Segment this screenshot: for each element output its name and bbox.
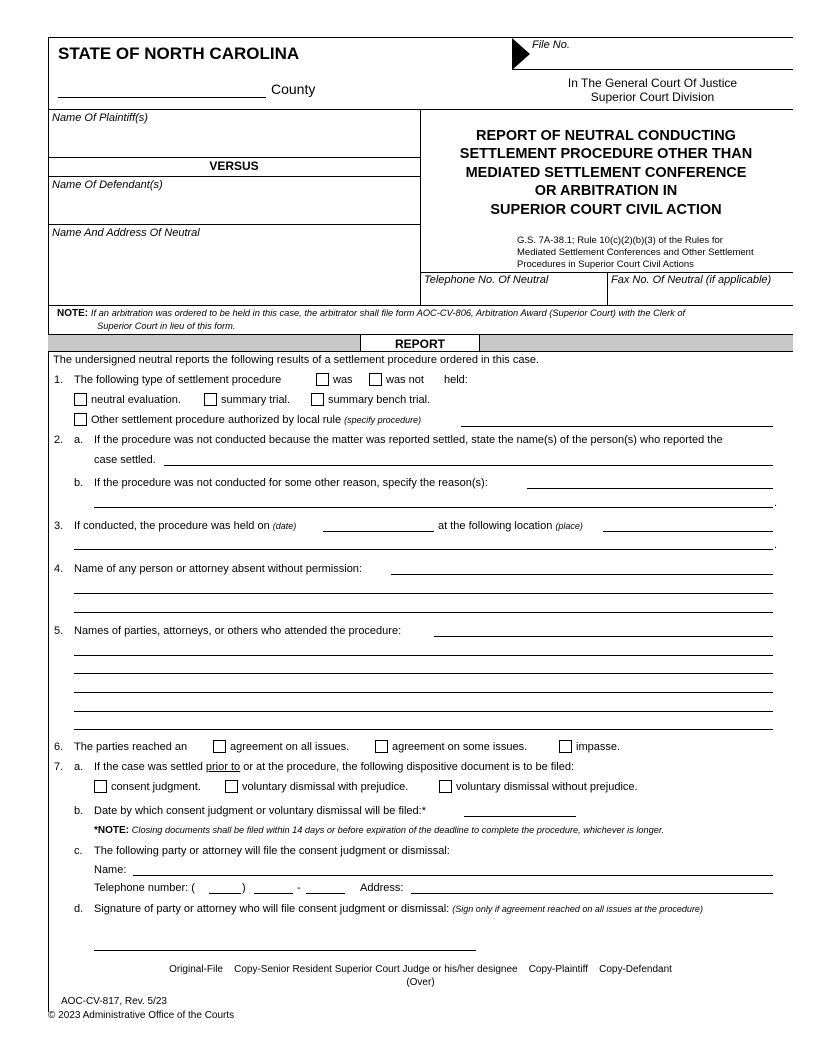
q5-field-3[interactable] xyxy=(74,673,773,674)
q3-date-hint: (date) xyxy=(272,521,297,531)
note-label: NOTE: xyxy=(57,308,89,319)
q5-number: 5. xyxy=(54,625,64,637)
over-label: (Over) xyxy=(406,977,435,988)
q7c-tel-close: ) xyxy=(242,882,246,894)
form-title-line-4: OR ARBITRATION IN xyxy=(534,183,678,199)
note-text-1: If an arbitration was ordered to be held in this case, the arbitrator shall file form AOC-CV-806, Arbitration Award (Superior Court) with the Clerk of xyxy=(90,308,686,318)
form-number: AOC-CV-817, Rev. 5/23 xyxy=(61,996,167,1007)
q2b-field-1[interactable] xyxy=(527,488,773,489)
other-procedure-text: Other settlement procedure authorized by local rule xyxy=(91,414,342,426)
defendant-label: Name Of Defendant(s) xyxy=(52,179,163,191)
form-title-line-3: MEDIATED SETTLEMENT CONFERENCE xyxy=(465,165,747,181)
q7c-text: The following party or attorney will file the consent judgment or dismissal: xyxy=(94,845,450,857)
q1-text: The following type of settlement procedure xyxy=(74,374,282,386)
q7c-address-label: Address: xyxy=(360,882,404,894)
statute-line-2: Mediated Settlement Conferences and Other Settlement xyxy=(517,247,754,258)
left-border xyxy=(48,37,49,1012)
q1-was-not-checkbox[interactable] xyxy=(369,373,382,386)
dismissal-with-prejudice-checkbox[interactable] xyxy=(225,780,238,793)
agreement-some-label: agreement on some issues. xyxy=(392,741,528,753)
q1-was-label: was xyxy=(333,374,353,386)
phone-fax-divider xyxy=(607,272,608,305)
form-title-line-5: SUPERIOR COURT CIVIL ACTION xyxy=(490,202,722,218)
q7d-letter: d. xyxy=(74,903,84,915)
q5-field-5[interactable] xyxy=(74,711,773,712)
note-line-1 xyxy=(57,308,685,319)
q3-period: . xyxy=(774,539,778,551)
other-procedure-hint: (specify procedure) xyxy=(344,415,422,425)
q2a-text-2: case settled. xyxy=(94,454,156,466)
defendant-bottom-line xyxy=(48,224,420,225)
summary-bench-trial-checkbox[interactable] xyxy=(311,393,324,406)
q6-text: The parties reached an xyxy=(74,741,188,753)
q7b-text: Date by which consent judgment or voluntary dismissal will be filed:* xyxy=(94,805,426,817)
court-line-1: In The General Court Of Justice xyxy=(567,76,738,90)
q3-location xyxy=(438,520,583,532)
agreement-some-checkbox[interactable] xyxy=(375,740,388,753)
q7c-name-field[interactable] xyxy=(133,875,773,876)
q3-place-hint: (place) xyxy=(555,521,583,531)
q2b-field-2[interactable] xyxy=(94,507,773,508)
distribution-line: Original-File Copy-Senior Resident Superior Court Judge or his/her designee Copy-Plaintiff Copy-Defendant xyxy=(169,964,672,975)
q7a-text-post: or at the procedure, the following dispositive document is to be filed: xyxy=(240,761,574,773)
q2b-text: If the procedure was not conducted for some other reason, specify the reason(s): xyxy=(94,477,488,489)
q6-number: 6. xyxy=(54,741,64,753)
caption-bottom-line xyxy=(48,305,793,306)
q4-number: 4. xyxy=(54,563,64,575)
q3-place-field-1[interactable] xyxy=(603,531,773,532)
q3-text xyxy=(74,520,296,532)
q2-number: 2. xyxy=(54,434,64,446)
agreement-all-checkbox[interactable] xyxy=(213,740,226,753)
q7a-text-pre: If the case was settled xyxy=(94,761,206,773)
q7a-text-underline: prior to xyxy=(205,761,241,773)
consent-judgment-label: consent judgment. xyxy=(111,781,201,793)
q1-number: 1. xyxy=(54,374,64,386)
report-heading: REPORT xyxy=(394,337,445,351)
q7c-tel-dash: - xyxy=(297,882,301,894)
statute-line-1: G.S. 7A-38.1; Rule 10(c)(2)(b)(3) of the Rules for xyxy=(517,235,723,246)
summary-bench-trial-label: summary bench trial. xyxy=(328,394,431,406)
file-no-line[interactable] xyxy=(512,69,793,70)
versus-bottom-line xyxy=(48,176,420,177)
q3-text-main: If conducted, the procedure was held on xyxy=(74,520,270,532)
q7c-tel-prefix-field[interactable] xyxy=(254,893,293,894)
plaintiff-bottom-line xyxy=(48,157,420,158)
q3-location-text: at the following location xyxy=(438,520,553,532)
neutral-evaluation-label: neutral evaluation. xyxy=(91,394,181,406)
q7c-area-code-field[interactable] xyxy=(209,893,241,894)
q7d-text xyxy=(94,903,703,915)
county-label: County xyxy=(271,81,316,97)
q7a-text xyxy=(94,761,574,773)
q5-text: Names of parties, attorneys, or others who attended the procedure: xyxy=(74,625,402,637)
form-title-line-1: REPORT OF NEUTRAL CONDUCTING xyxy=(476,128,736,144)
neutral-evaluation-checkbox[interactable] xyxy=(74,393,87,406)
plaintiff-label: Name Of Plaintiff(s) xyxy=(52,112,148,124)
agreement-all-label: agreement on all issues. xyxy=(230,741,350,753)
q3-number: 3. xyxy=(54,520,64,532)
q7c-name-label: Name: xyxy=(94,864,127,876)
q1-was-checkbox[interactable] xyxy=(316,373,329,386)
dismissal-with-prejudice-label: voluntary dismissal with prejudice. xyxy=(242,781,409,793)
q7d-hint: (Sign only if agreement reached on all issues at the procedure) xyxy=(452,904,703,914)
q7b-note-text: Closing documents shall be filed within 14 days or before expiration of the deadline to complete the procedure, whichever is longer. xyxy=(131,825,665,835)
versus-label: VERSUS xyxy=(209,159,259,173)
q7c-letter: c. xyxy=(74,845,83,857)
statute-line-3: Procedures in Superior Court Civil Actions xyxy=(517,259,694,270)
other-procedure-field[interactable] xyxy=(461,426,773,427)
state-title: STATE OF NORTH CAROLINA xyxy=(58,44,300,63)
q7b-note xyxy=(94,825,664,836)
q1-was-not-label: was not xyxy=(386,374,424,386)
q7b-note-label: *NOTE: xyxy=(94,825,129,836)
q1-held-label: held: xyxy=(444,374,468,386)
q7a-letter: a. xyxy=(74,761,84,773)
q7d-text-main: Signature of party or attorney who will file consent judgment or dismissal: xyxy=(94,903,450,915)
q7b-date-field[interactable] xyxy=(464,816,576,817)
consent-judgment-checkbox[interactable] xyxy=(94,780,107,793)
q2a-field[interactable] xyxy=(164,465,773,466)
q7c-tel-line-field[interactable] xyxy=(306,893,345,894)
q4-field-3[interactable] xyxy=(74,612,773,613)
dismissal-without-prejudice-checkbox[interactable] xyxy=(439,780,452,793)
q5-field-2[interactable] xyxy=(74,655,773,656)
dismissal-without-prejudice-label: voluntary dismissal without prejudice. xyxy=(456,781,638,793)
q4-field-2[interactable] xyxy=(74,593,773,594)
q4-field-1[interactable] xyxy=(391,574,773,575)
q5-field-4[interactable] xyxy=(74,692,773,693)
copyright: © 2023 Administrative Office of the Courts xyxy=(48,1010,235,1021)
top-border xyxy=(48,37,793,38)
neutral-label: Name And Address Of Neutral xyxy=(52,227,200,239)
file-no-label: File No. xyxy=(532,39,570,51)
q2a-letter: a. xyxy=(74,434,84,446)
q5-field-1[interactable] xyxy=(434,636,773,637)
telephone-label: Telephone No. Of Neutral xyxy=(424,274,549,286)
q7c-tel-label: Telephone number: ( xyxy=(94,882,195,894)
q7b-letter: b. xyxy=(74,805,84,817)
other-procedure-label xyxy=(91,414,421,426)
other-procedure-checkbox[interactable] xyxy=(74,413,87,426)
note-line-2: Superior Court in lieu of this form. xyxy=(97,321,236,331)
fax-label: Fax No. Of Neutral (if applicable) xyxy=(611,274,772,286)
q5-field-6[interactable] xyxy=(74,729,773,730)
file-no-arrow-icon xyxy=(512,38,530,70)
q2b-period: . xyxy=(774,497,778,509)
report-intro: The undersigned neutral reports the following results of a settlement procedure ordered in this case. xyxy=(53,354,540,366)
q7c-address-field[interactable] xyxy=(411,893,773,894)
q3-date-field[interactable] xyxy=(323,531,434,532)
court-line-2: Superior Court Division xyxy=(590,90,715,104)
q2b-letter: b. xyxy=(74,477,84,489)
impasse-checkbox[interactable] xyxy=(559,740,572,753)
form-title-line-2: SETTLEMENT PROCEDURE OTHER THAN xyxy=(459,146,753,162)
impasse-label: impasse. xyxy=(576,741,621,753)
q4-text: Name of any person or attorney absent without permission: xyxy=(74,563,362,575)
q7-number: 7. xyxy=(54,761,64,773)
signature-line[interactable] xyxy=(94,950,476,951)
q2a-text-1: If the procedure was not conducted because the matter was reported settled, state the name(s) of the person(s) who reported the xyxy=(94,434,723,446)
summary-trial-checkbox[interactable] xyxy=(204,393,217,406)
q3-place-field-2[interactable] xyxy=(74,549,773,550)
county-field[interactable] xyxy=(58,97,266,98)
summary-trial-label: summary trial. xyxy=(221,394,291,406)
